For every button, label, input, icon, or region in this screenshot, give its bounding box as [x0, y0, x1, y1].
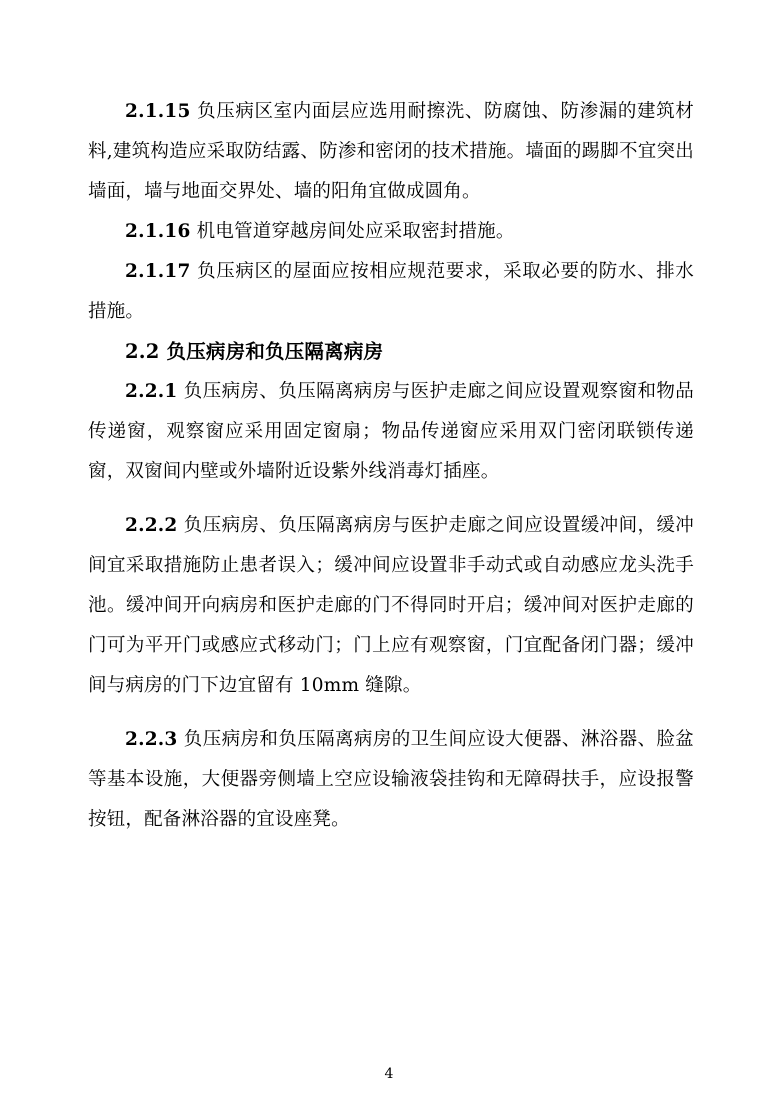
- paragraph-text: 负压病房、负压隔离病房与医护走廊之间应设置观察窗和物品传递窗，观察窗应采用固定窗扇；物品传递窗应采用双门密闭联锁传递窗，双窗间内壁或外墙附近设紫外线消毒灯插座。: [88, 381, 694, 482]
- paragraph-2-2-2: [88, 506, 694, 706]
- section-title: 负压病房和负压隔离病房: [166, 340, 384, 363]
- paragraph-text: 负压病房、负压隔离病房与医护走廊之间应设置缓冲间，缓冲间宜采取措施防止患者误入；缓冲间应设置非手动式或自动感应龙头洗手池。缓冲间开向病房和医护走廊的门不得同时开启；缓冲间对医护走廊的门可为平开门或感应式移动门；门上应有观察窗，门宜配备闭门器；缓冲间与病房的门下边宜留有 10mm 缝隙。: [88, 515, 694, 696]
- paragraph-number: 2.2.2: [125, 515, 178, 536]
- paragraph-number: 2.2.1: [125, 381, 178, 402]
- paragraph-text: 负压病区的屋面应按相应规范要求，采取必要的防水、排水措施。: [88, 261, 694, 322]
- paragraph-spacer: [88, 492, 694, 506]
- paragraph-spacer: [88, 706, 694, 720]
- paragraph-text: 负压病房和负压隔离病房的卫生间应设大便器、淋浴器、脸盆等基本设施，大便器旁侧墙上空应设输液袋挂钩和无障碍扶手，应设报警按钮，配备淋浴器的宜设座凳。: [88, 729, 694, 830]
- document-body: [88, 92, 694, 840]
- paragraph-number: 2.1.15: [125, 101, 191, 122]
- section-heading-2-2: [88, 332, 694, 372]
- paragraph-2-1-15: [88, 92, 694, 212]
- paragraph-text: 负压病区室内面层应选用耐擦洗、防腐蚀、防渗漏的建筑材料,建筑构造应采取防结露、防渗和密闭的技术措施。墙面的踢脚不宜突出墙面，墙与地面交界处、墙的阳角宜做成圆角。: [88, 101, 694, 202]
- paragraph-text: 机电管道穿越房间处应采取密封措施。: [196, 221, 515, 242]
- section-number: 2.2: [125, 340, 160, 363]
- paragraph-2-1-16: [88, 212, 694, 252]
- paragraph-2-2-3: [88, 720, 694, 840]
- page-number: 4: [384, 1066, 394, 1082]
- paragraph-number: 2.1.17: [125, 261, 191, 282]
- paragraph-2-1-17: [88, 252, 694, 332]
- paragraph-number: 2.1.16: [125, 221, 191, 242]
- paragraph-2-2-1: [88, 372, 694, 492]
- paragraph-number: 2.2.3: [125, 729, 178, 750]
